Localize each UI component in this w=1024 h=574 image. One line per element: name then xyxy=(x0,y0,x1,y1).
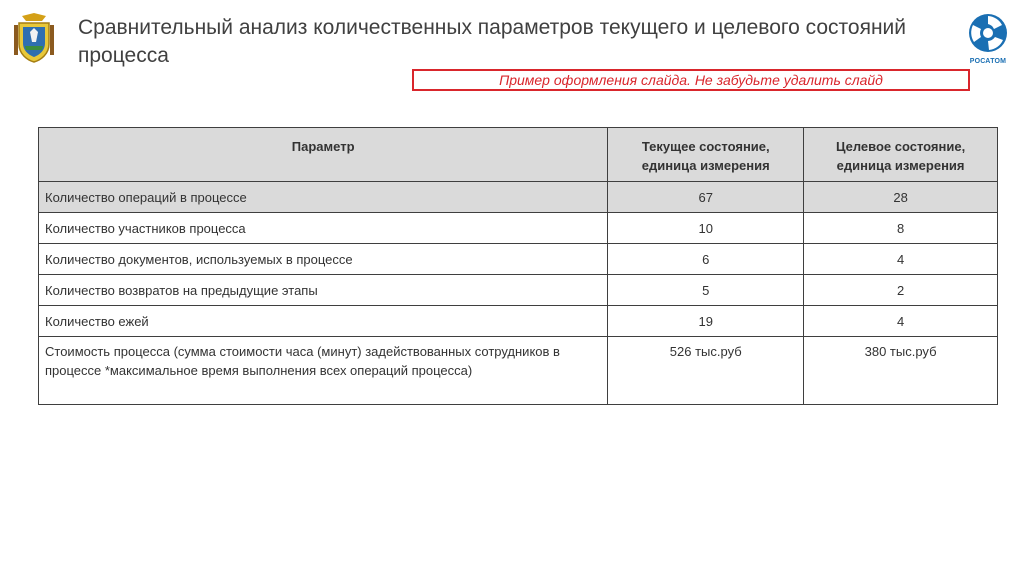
table-row xyxy=(39,213,998,244)
slide-title: Сравнительный анализ количественных параметров текущего и целевого состояний процесса xyxy=(78,16,907,67)
table-row xyxy=(39,306,998,337)
header-current-state: Текущее состояние, единица измерения xyxy=(608,128,804,182)
row-current-value: 67 xyxy=(608,182,804,213)
row-current-value: 5 xyxy=(608,275,804,306)
row-target-value: 8 xyxy=(804,213,998,244)
parameters-table xyxy=(38,127,998,405)
rosatom-logo xyxy=(964,12,1012,74)
table-row xyxy=(39,337,998,405)
coat-of-arms-icon xyxy=(12,12,56,64)
row-parameter: Стоимость процесса (сумма стоимости часа (минут) задействованных сотрудников в процессе *максимальное время выполнения всех операций процесса) xyxy=(39,337,608,405)
table-row xyxy=(39,182,998,213)
delete-slide-notice: Пример оформления слайда. Не забудьте удалить слайд xyxy=(412,69,970,91)
row-target-value: 2 xyxy=(804,275,998,306)
row-current-value: 6 xyxy=(608,244,804,275)
row-target-value: 4 xyxy=(804,306,998,337)
row-current-value: 10 xyxy=(608,213,804,244)
row-parameter: Количество участников процесса xyxy=(39,213,608,244)
rosatom-logo-icon xyxy=(964,12,1012,56)
row-parameter: Количество операций в процессе xyxy=(39,182,608,213)
table-row xyxy=(39,244,998,275)
header-parameter: Параметр xyxy=(39,128,608,182)
table-row xyxy=(39,275,998,306)
row-current-value: 19 xyxy=(608,306,804,337)
row-target-value: 380 тыс.руб xyxy=(804,337,998,405)
row-parameter: Количество возвратов на предыдущие этапы xyxy=(39,275,608,306)
row-parameter: Количество ежей xyxy=(39,306,608,337)
table-header-row xyxy=(39,128,998,182)
row-target-value: 4 xyxy=(804,244,998,275)
row-current-value: 526 тыс.руб xyxy=(608,337,804,405)
row-target-value: 28 xyxy=(804,182,998,213)
header-target-state: Целевое состояние, единица измерения xyxy=(804,128,998,182)
row-parameter: Количество документов, используемых в процессе xyxy=(39,244,608,275)
logo-text: РОСАТОМ xyxy=(969,58,1007,65)
